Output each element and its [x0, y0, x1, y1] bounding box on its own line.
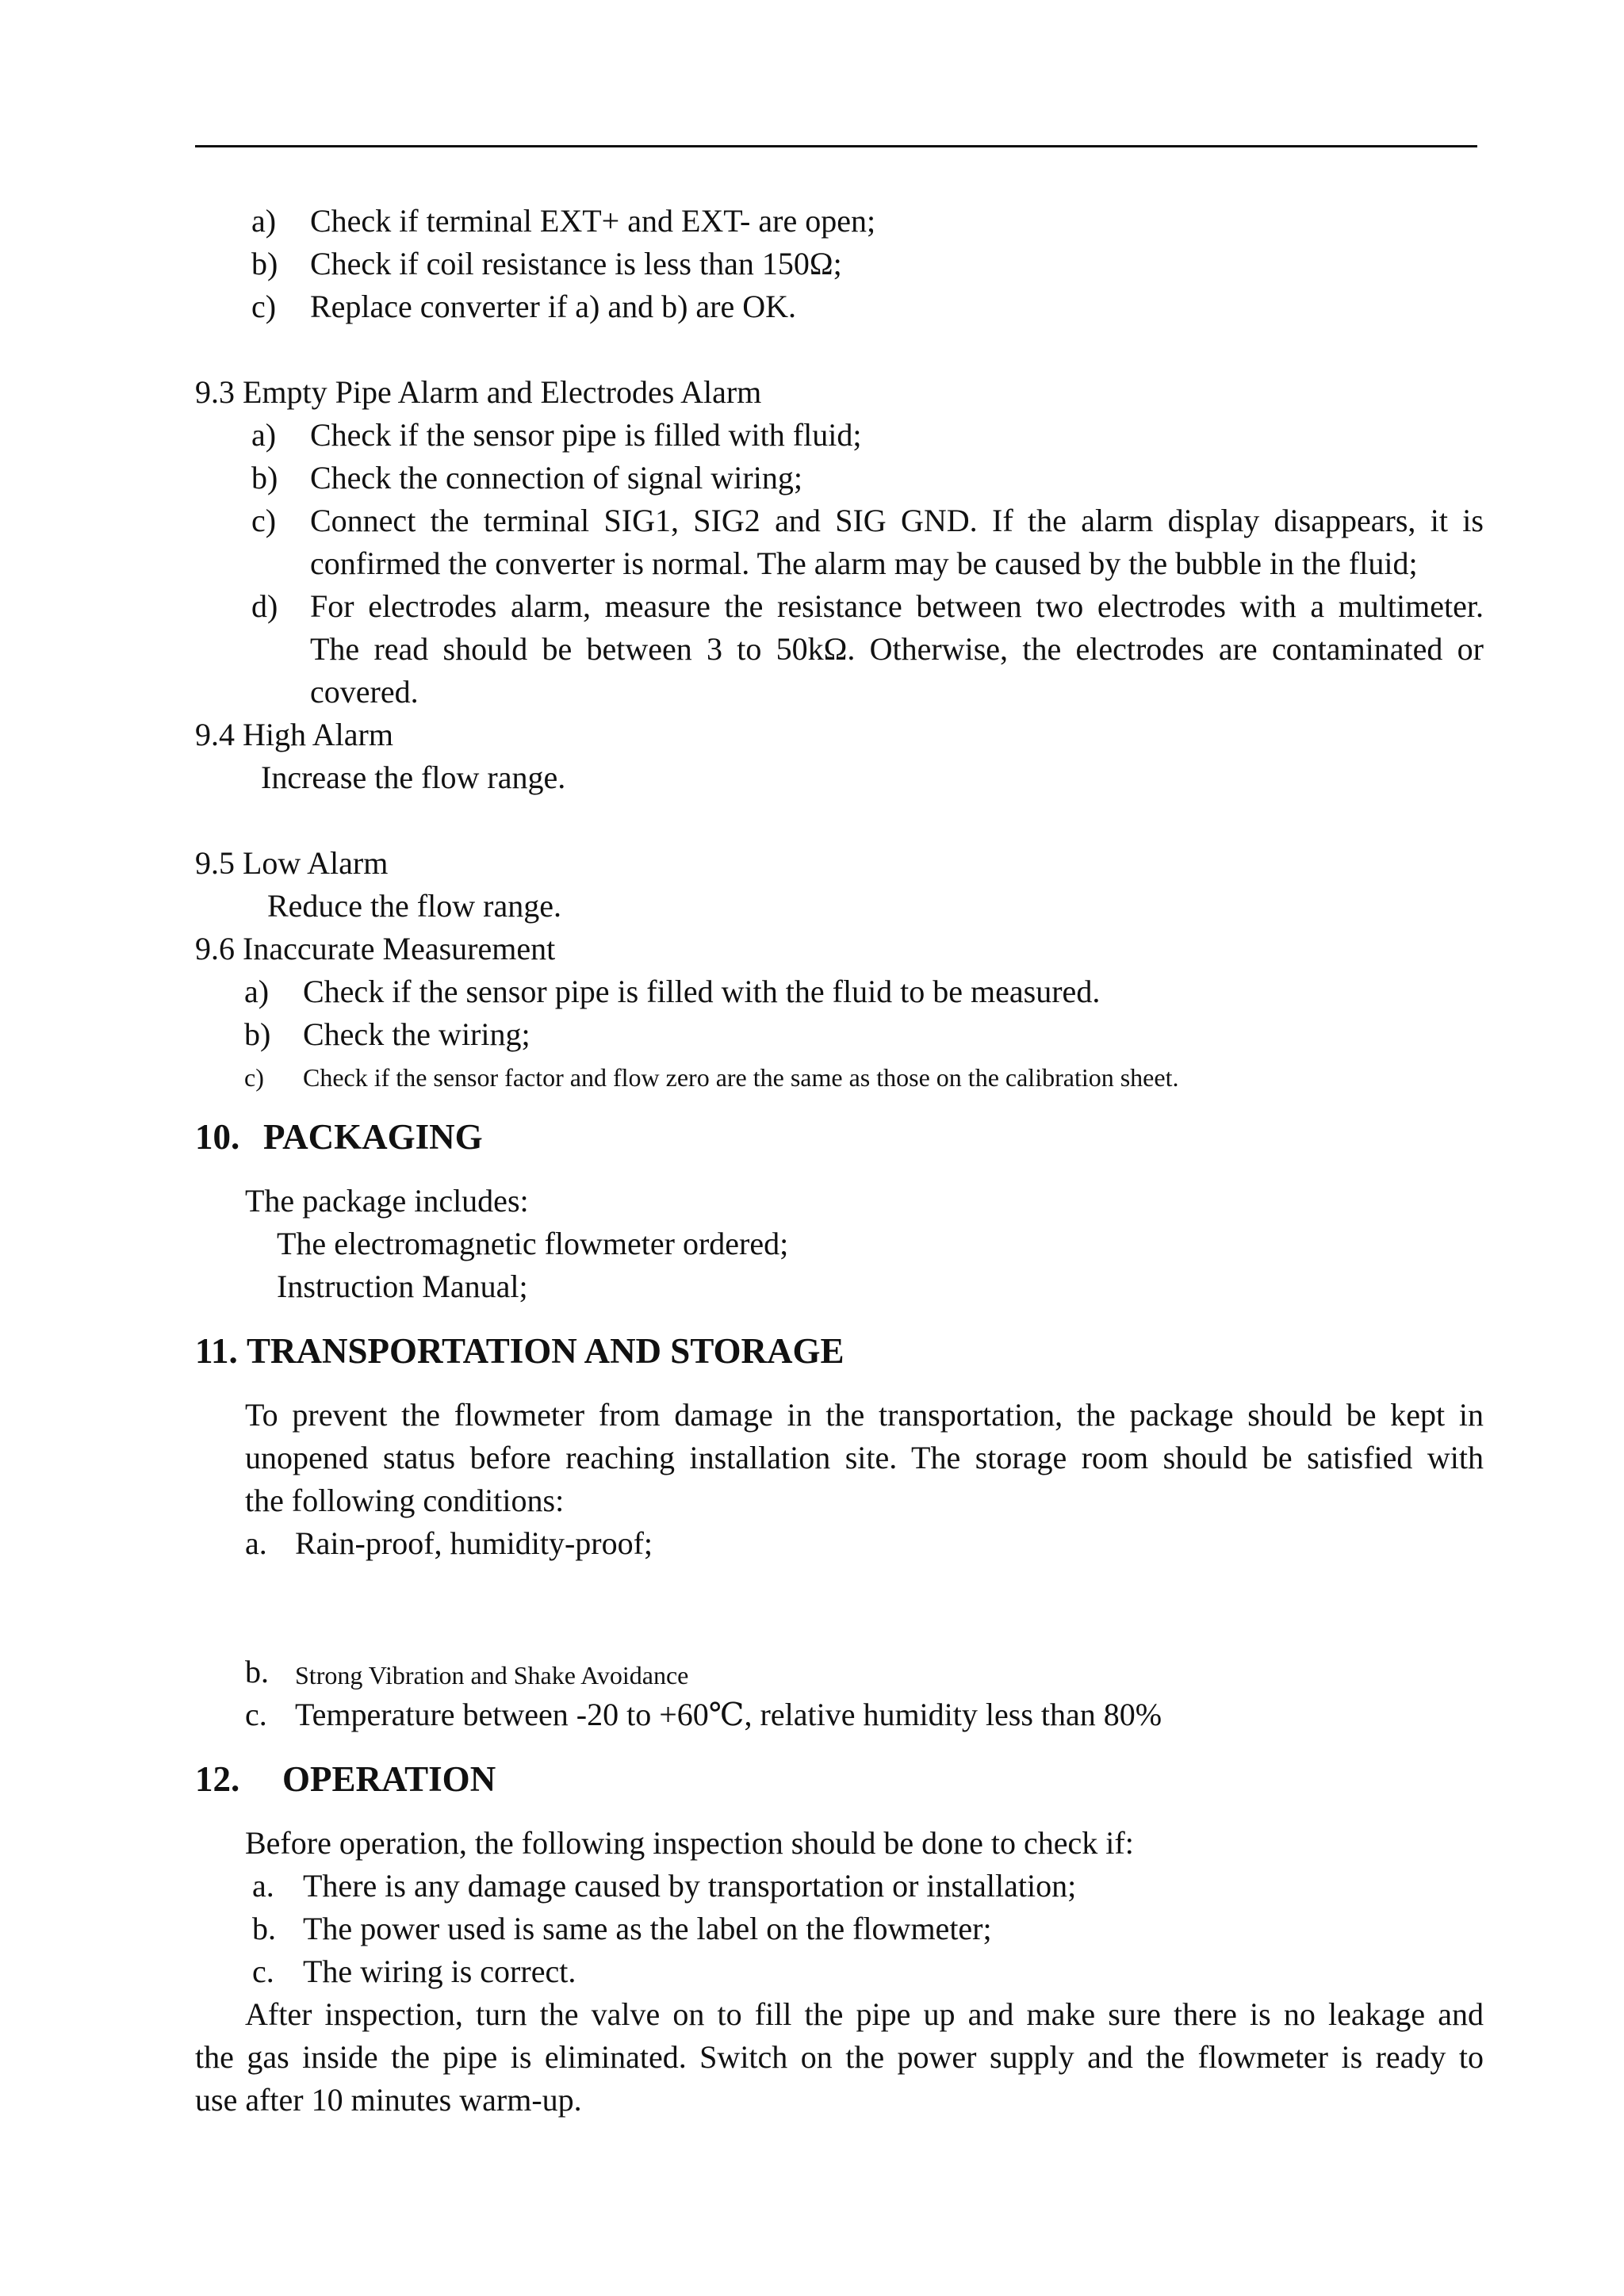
list-item: Check if the sensor pipe is filled with fluid; — [310, 417, 862, 453]
list-item: The electromagnetic flowmeter ordered; — [277, 1226, 789, 1261]
list-item: Check the wiring; — [303, 1016, 530, 1052]
list-label: c. — [252, 1954, 274, 1989]
section-title: TRANSPORTATION AND STORAGE — [247, 1331, 845, 1371]
list-item-line: confirmed the converter is normal. The alarm may be caused by the bubble in the fluid; — [310, 545, 1418, 581]
list-label: c) — [251, 503, 277, 538]
list-label: b. — [245, 1654, 269, 1689]
body-text-line: unopened status before reaching installation site. The storage room should be satisfied with — [245, 1440, 1484, 1475]
body-text: Increase the flow range. — [261, 760, 566, 795]
list-item: The wiring is correct. — [303, 1954, 576, 1989]
list-label: c. — [245, 1697, 267, 1732]
list-item-line: For electrodes alarm, measure the resistance between two electrodes with a multimeter. — [310, 588, 1484, 624]
list-item-line: Connect the terminal SIG1, SIG2 and SIG GND. If the alarm display disappears, it is — [310, 503, 1484, 538]
body-text: The package includes: — [245, 1183, 529, 1219]
list-item: The power used is same as the label on the flowmeter; — [303, 1911, 992, 1946]
list-label: a) — [244, 974, 270, 1009]
list-item: Check if the sensor pipe is filled with the fluid to be measured. — [303, 974, 1101, 1009]
header-rule — [195, 145, 1477, 147]
subsection-title: 9.4 High Alarm — [195, 717, 393, 752]
list-item: Rain-proof, humidity-proof; — [295, 1525, 653, 1561]
list-label: c) — [251, 289, 277, 324]
body-text-line: the following conditions: — [245, 1483, 565, 1518]
list-label: c) — [244, 1063, 264, 1092]
list-label: b) — [251, 460, 278, 496]
section-title: PACKAGING — [263, 1117, 483, 1157]
section-number: 10. — [195, 1117, 240, 1157]
list-item: Strong Vibration and Shake Avoidance — [295, 1661, 689, 1689]
body-text-line: After inspection, turn the valve on to fill the pipe up and make sure there is no leakage and — [245, 1996, 1484, 2032]
list-label: b) — [244, 1016, 271, 1052]
list-item-line: covered. — [310, 674, 419, 710]
body-text-line: To prevent the flowmeter from damage in the transportation, the package should be kept in — [245, 1397, 1484, 1433]
section-number: 11. — [195, 1331, 238, 1371]
list-item: Check if coil resistance is less than 150Ω; — [310, 246, 842, 281]
subsection-title: 9.5 Low Alarm — [195, 845, 389, 881]
list-item: Check if terminal EXT+ and EXT- are open; — [310, 203, 876, 239]
subsection-title: 9.6 Inaccurate Measurement — [195, 931, 556, 966]
list-label: b) — [251, 246, 278, 281]
list-label: a. — [245, 1525, 267, 1561]
list-item: Instruction Manual; — [277, 1269, 528, 1304]
list-label: a) — [251, 203, 277, 239]
list-label: b. — [252, 1911, 276, 1946]
section-title: OPERATION — [282, 1759, 496, 1799]
list-item: Check if the sensor factor and flow zero are the same as those on the calibration sheet. — [303, 1063, 1179, 1092]
list-item-line: The read should be between 3 to 50kΩ. Otherwise, the electrodes are contaminated or — [310, 631, 1484, 667]
list-item: There is any damage caused by transportation or installation; — [303, 1868, 1077, 1904]
list-label: a. — [252, 1868, 274, 1904]
subsection-title: 9.3 Empty Pipe Alarm and Electrodes Alarm — [195, 374, 762, 410]
list-label: a) — [251, 417, 277, 453]
list-item: Temperature between -20 to +60℃, relative humidity less than 80% — [295, 1697, 1162, 1732]
body-text: Reduce the flow range. — [267, 888, 561, 924]
body-text: Before operation, the following inspection should be done to check if: — [245, 1825, 1134, 1861]
list-item: Check the connection of signal wiring; — [310, 460, 802, 496]
body-text-line: use after 10 minutes warm-up. — [195, 2082, 582, 2118]
section-number: 12. — [195, 1759, 240, 1799]
list-item: Replace converter if a) and b) are OK. — [310, 289, 797, 324]
list-label: d) — [251, 588, 278, 624]
body-text-line: the gas inside the pipe is eliminated. Switch on the power supply and the flowmeter is ready to — [195, 2039, 1484, 2075]
